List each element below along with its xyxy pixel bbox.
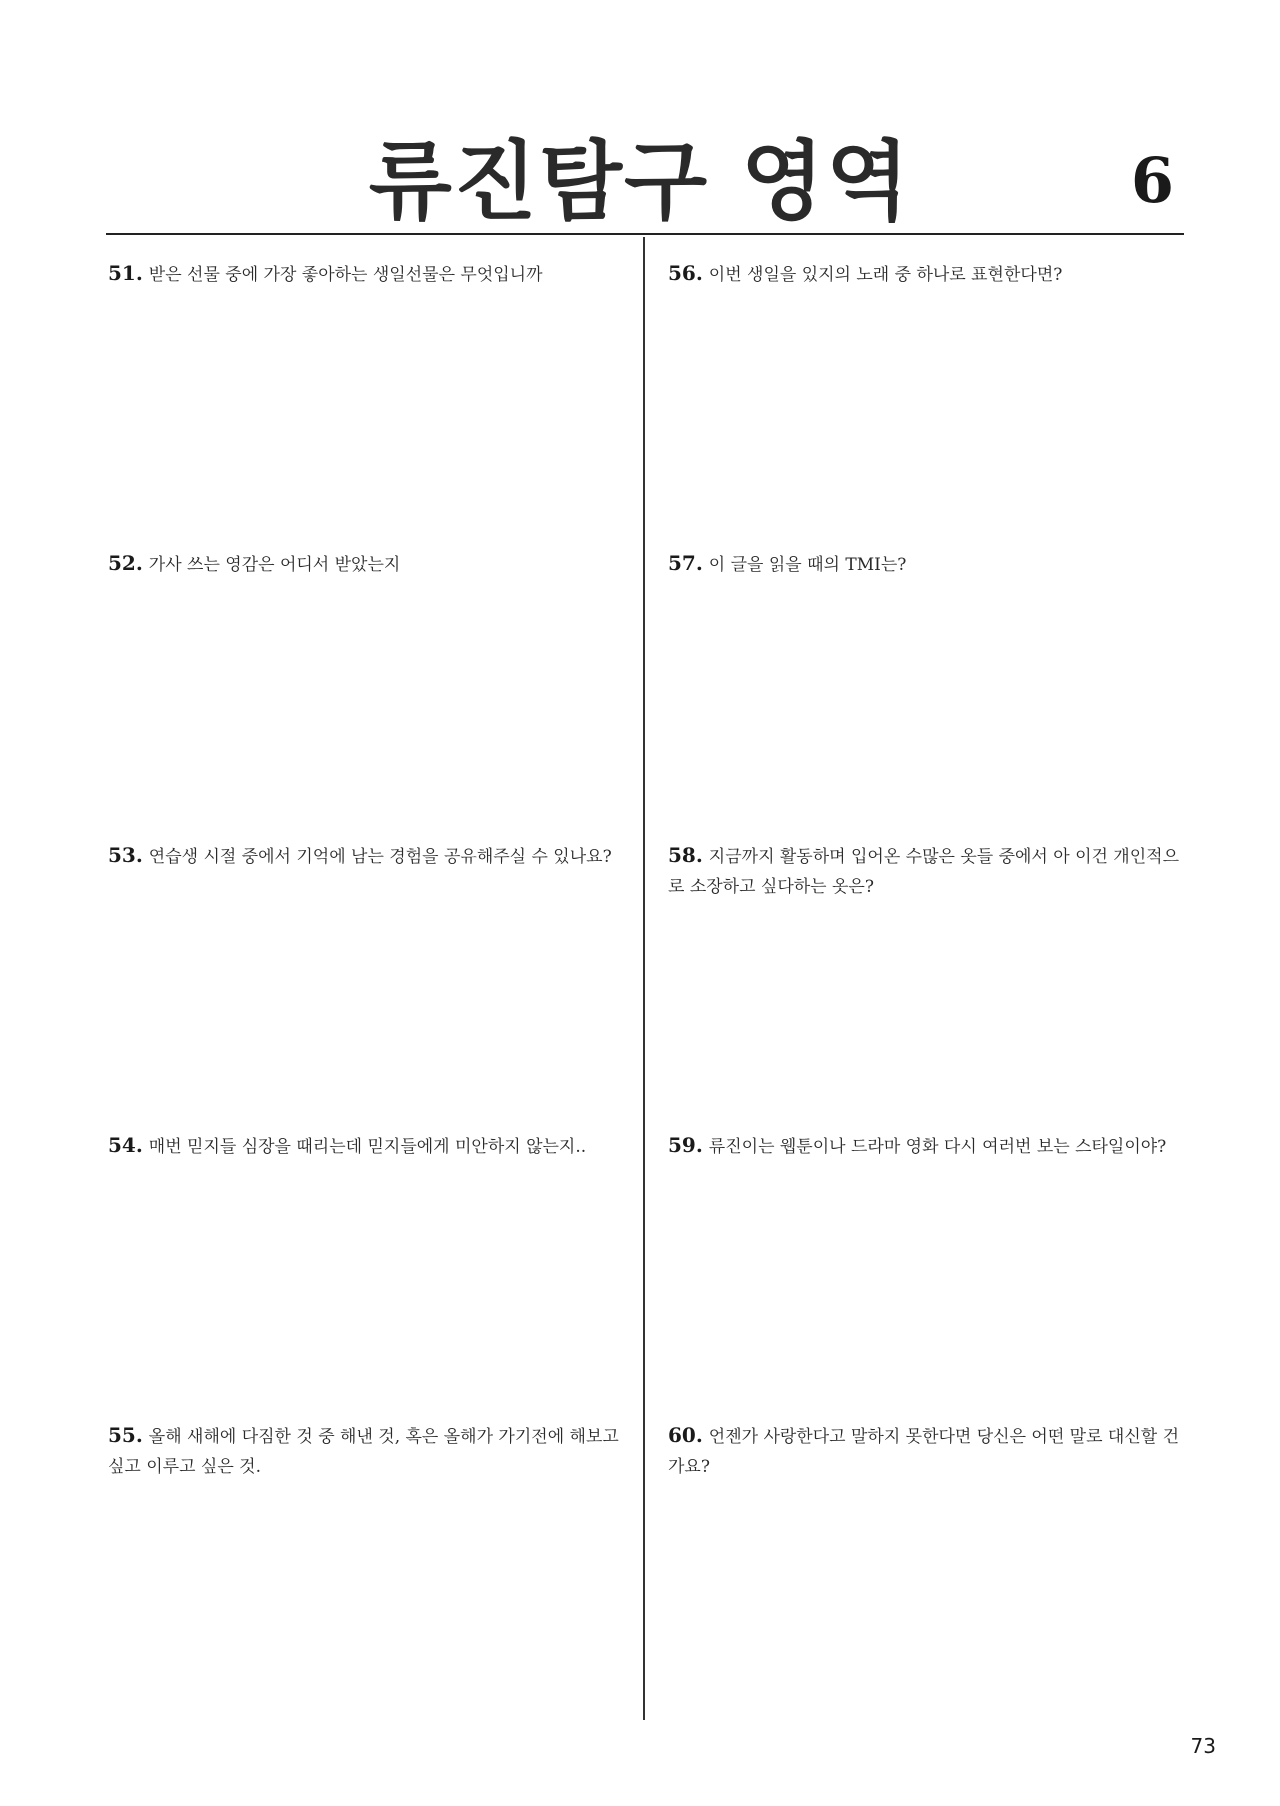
title-rule <box>106 233 1184 235</box>
question-56 <box>668 258 1188 290</box>
question-59 <box>668 1130 1188 1162</box>
question-number: 55. <box>108 1423 143 1447</box>
question-number: 56. <box>668 261 703 285</box>
question-text: 언젠가 사랑한다고 말하지 못한다면 당신은 어떤 말로 대신할 건가요? <box>668 1427 1179 1477</box>
question-number: 60. <box>668 1423 703 1447</box>
question-55 <box>108 1420 628 1482</box>
page-title: 류진탐구 영역 <box>368 132 912 232</box>
question-60 <box>668 1420 1188 1482</box>
question-number: 52. <box>108 551 143 575</box>
question-text: 연습생 시절 중에서 기억에 남는 경험을 공유해주실 수 있나요? <box>148 847 612 867</box>
question-52 <box>108 548 628 580</box>
page-number: 73 <box>1190 1734 1216 1758</box>
column-divider <box>643 237 645 1720</box>
question-number: 59. <box>668 1133 703 1157</box>
question-51 <box>108 258 628 290</box>
question-53 <box>108 840 628 872</box>
question-57 <box>668 548 1188 580</box>
question-number: 51. <box>108 261 143 285</box>
question-text: 이번 생일을 있지의 노래 중 하나로 표현한다면? <box>708 265 1063 285</box>
question-text: 지금까지 활동하며 입어온 수많은 옷들 중에서 아 이건 개인적으로 소장하고 싶다하는 옷은? <box>668 847 1179 897</box>
question-text: 가사 쓰는 영감은 어디서 받았는지 <box>148 555 401 575</box>
question-text: 류진이는 웹툰이나 드라마 영화 다시 여러번 보는 스타일이야? <box>708 1137 1167 1157</box>
section-number: 6 <box>1130 144 1174 217</box>
question-number: 53. <box>108 843 143 867</box>
question-text: 받은 선물 중에 가장 좋아하는 생일선물은 무엇입니까 <box>148 265 543 285</box>
question-54 <box>108 1130 628 1162</box>
question-text: 올해 새해에 다짐한 것 중 해낸 것, 혹은 올해가 가기전에 해보고 싶고 이루고 싶은 것. <box>108 1427 619 1477</box>
question-number: 58. <box>668 843 703 867</box>
question-number: 54. <box>108 1133 143 1157</box>
question-58 <box>668 840 1188 902</box>
question-number: 57. <box>668 551 703 575</box>
question-text: 이 글을 읽을 때의 TMI는? <box>708 555 907 575</box>
question-text: 매번 믿지들 심장을 때리는데 믿지들에게 미안하지 않는지.. <box>148 1137 587 1157</box>
